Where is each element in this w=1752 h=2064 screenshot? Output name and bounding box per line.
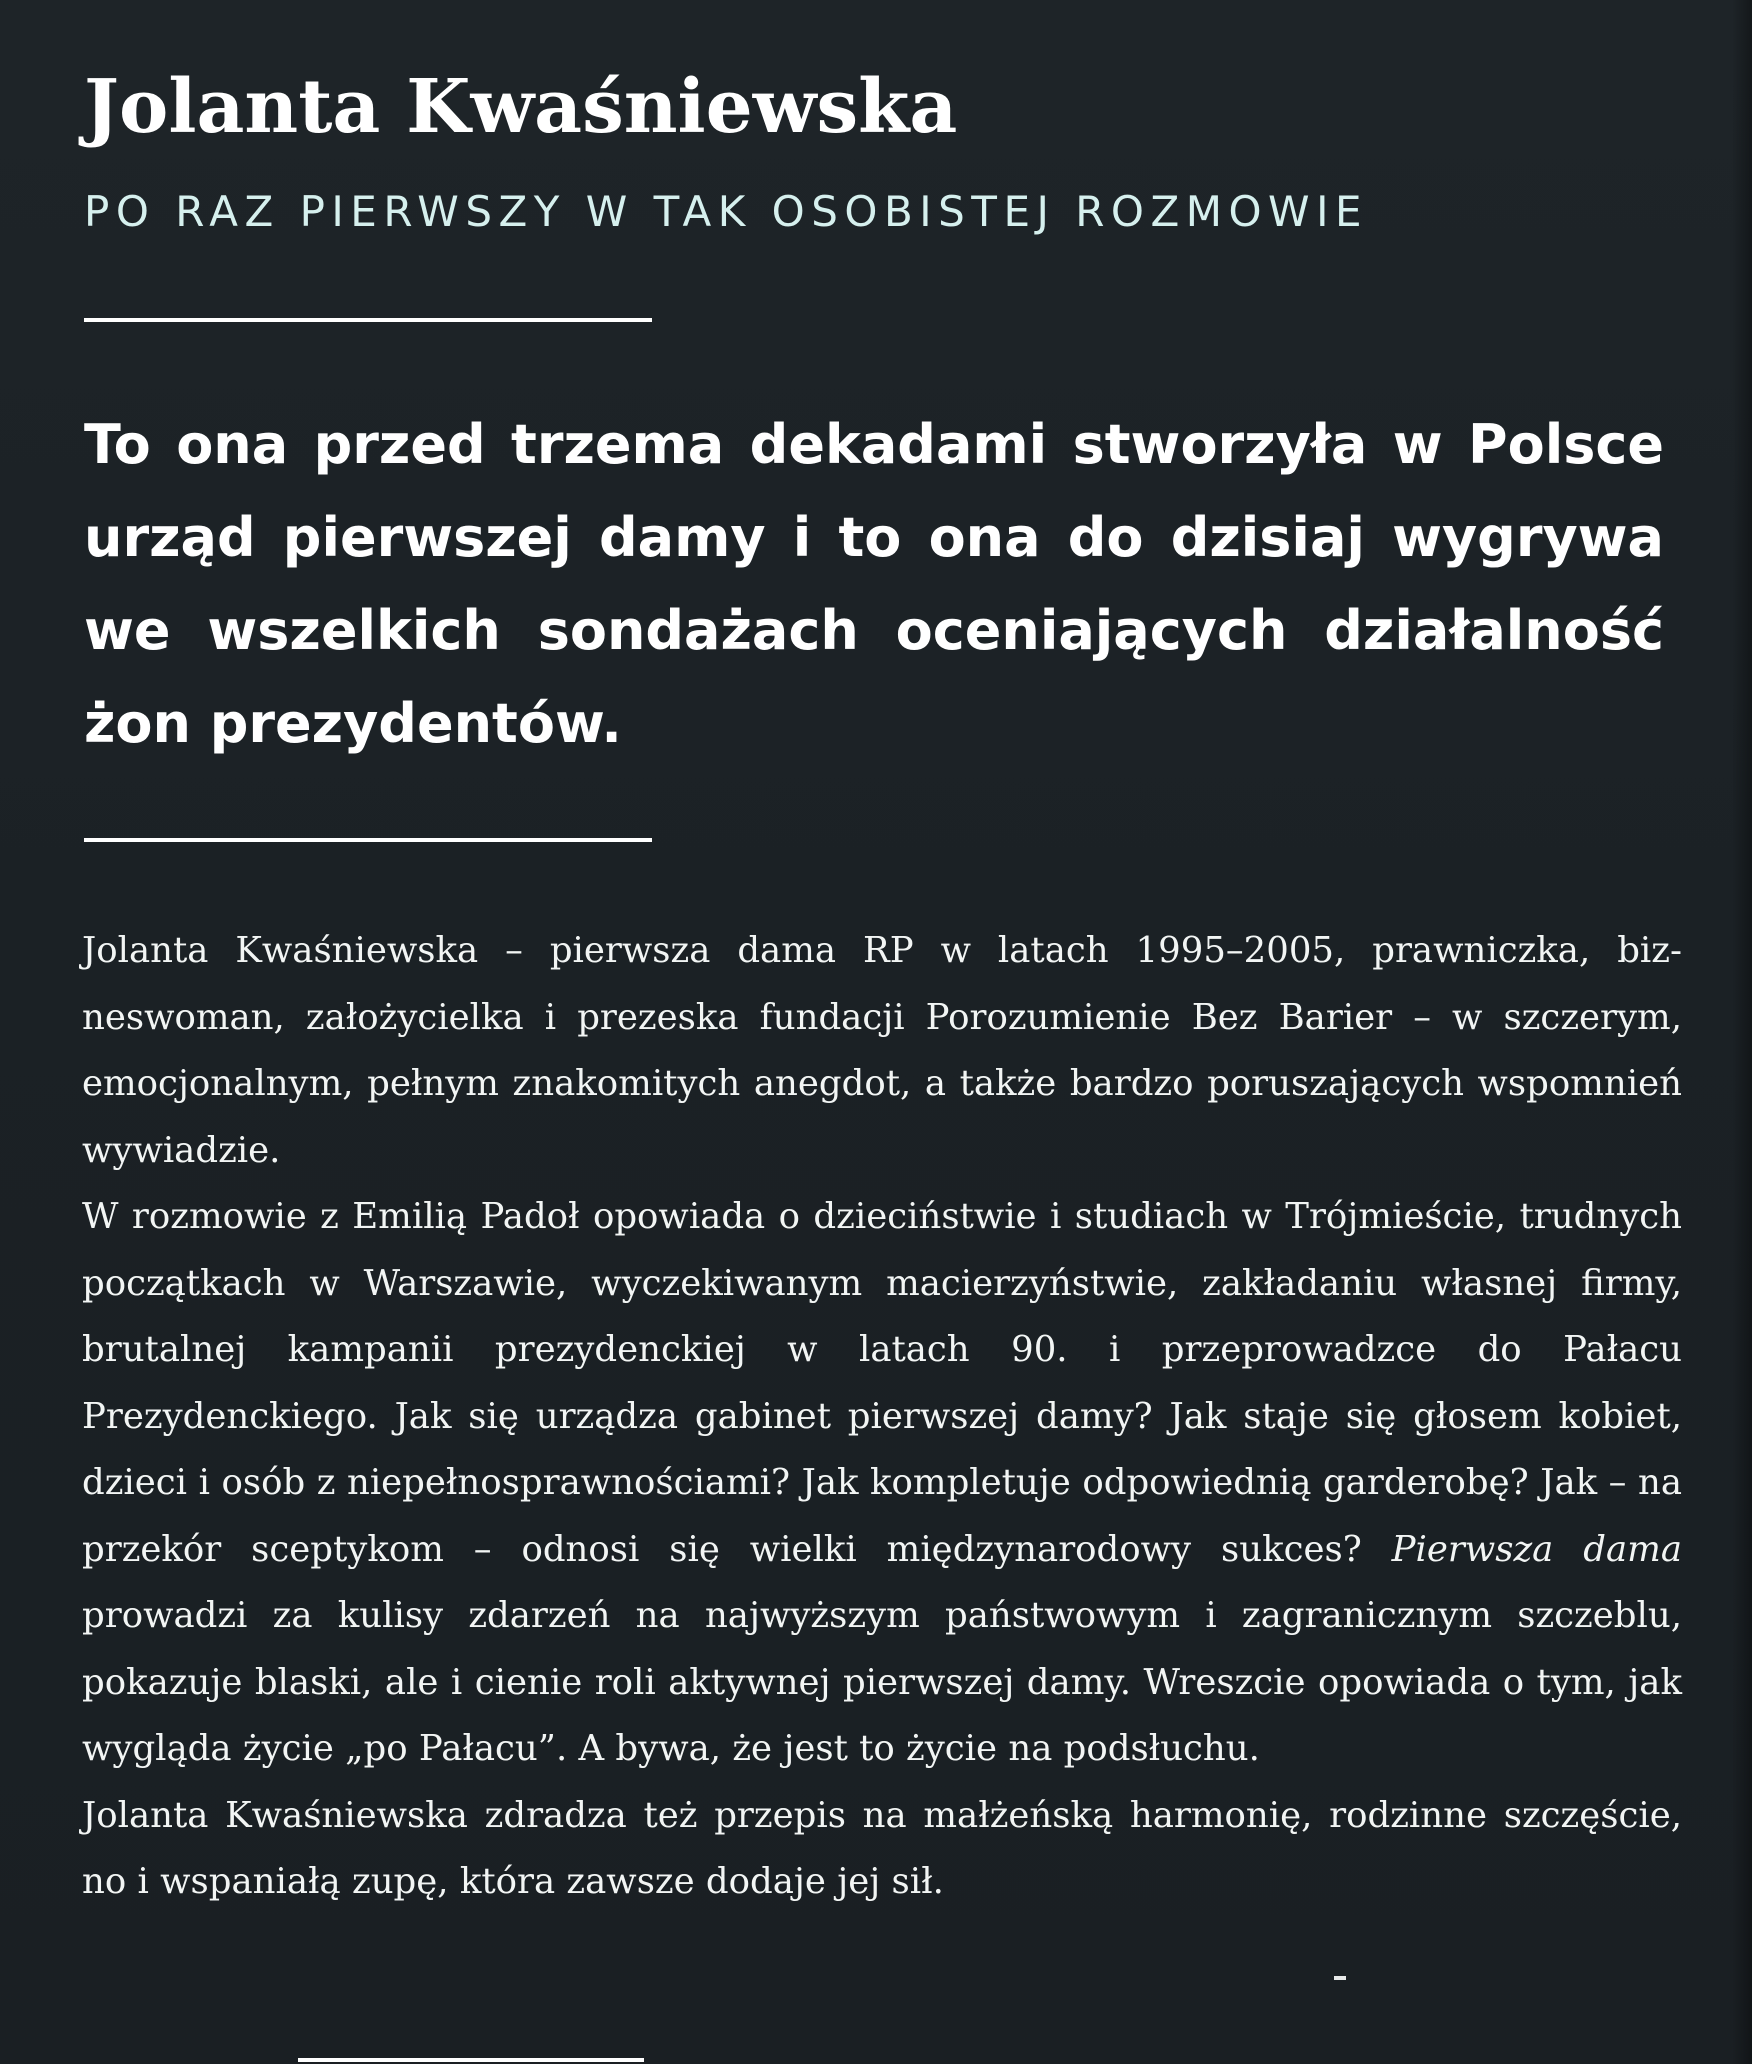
blurb-paragraph-1: Jolanta Kwaśniewska – pierwsza dama RP w latach 1995–2005, prawniczka, bizneswoman, założycielka i prezeska fundacji Porozumienie Bez Barier – w szczerym, emocjonalnym, pełnym znakomitych anegdot, a także bardzo poruszających wspomnień wywiadzie. <box>82 930 1682 1171</box>
book-title-italic: Pierwsza dama <box>1391 1528 1682 1570</box>
blurb-paragraph-2-rest: prowadzi za kulisy zdarzeń na najwyższym państwowym i zagranicznym szczeblu, pokazuje blaski, ale i cienie roli aktywnej pierwszej damy. Wreszcie opowiada o tym, jak wygląda życie „po Pałacu”. A bywa, że jest to życie na podsłuchu. <box>82 1595 1682 1769</box>
author-name: Jolanta Kwaśniewska <box>84 64 958 150</box>
divider-line-top <box>84 318 652 322</box>
blurb-text <box>82 918 1682 1916</box>
tagline: PO RAZ PIERWSZY W TAK OSOBISTEJ ROZMOWIE <box>84 187 1368 236</box>
blurb-paragraph-2 <box>82 1184 1682 1783</box>
divider-line-middle <box>84 838 652 842</box>
divider-line-bottom <box>298 2058 644 2062</box>
print-speck <box>1334 1976 1346 1980</box>
blurb-paragraph-2-intro: W rozmowie z Emilią Padoł opowiada o dzieciństwie i studiach w Trójmieście, trudnych początkach w Warszawie, wyczekiwanym macierzyństwie, zakładaniu własnej firmy, brutalnej kampanii prezydenckiej w latach 90. i przeprowadzce do Pałacu Prezydenckiego. Jak się urządza gabinet pierwszej damy? Jak staje się głosem kobiet, dzieci i osób z niepełnosprawnościami? Jak kompletuje odpowiednią garderobę? Jak – na przekór sceptykom – odnosi się wielki międzynarodowy sukces? <box>82 1196 1682 1570</box>
lead-statement: To ona przed trzema dekadami stworzyła w Polsce urząd pierwszej damy i to ona do dzisiaj wygrywa we wszelkich sondażach oceniających działalność żon prezydentów. <box>84 413 1664 755</box>
blurb-paragraph-3: Jolanta Kwaśniewska zdradza też przepis na małżeńską harmonię, rodzinne szczęście, no i wspaniałą zupę, która zawsze dodaje jej sił. <box>82 1794 1682 1902</box>
